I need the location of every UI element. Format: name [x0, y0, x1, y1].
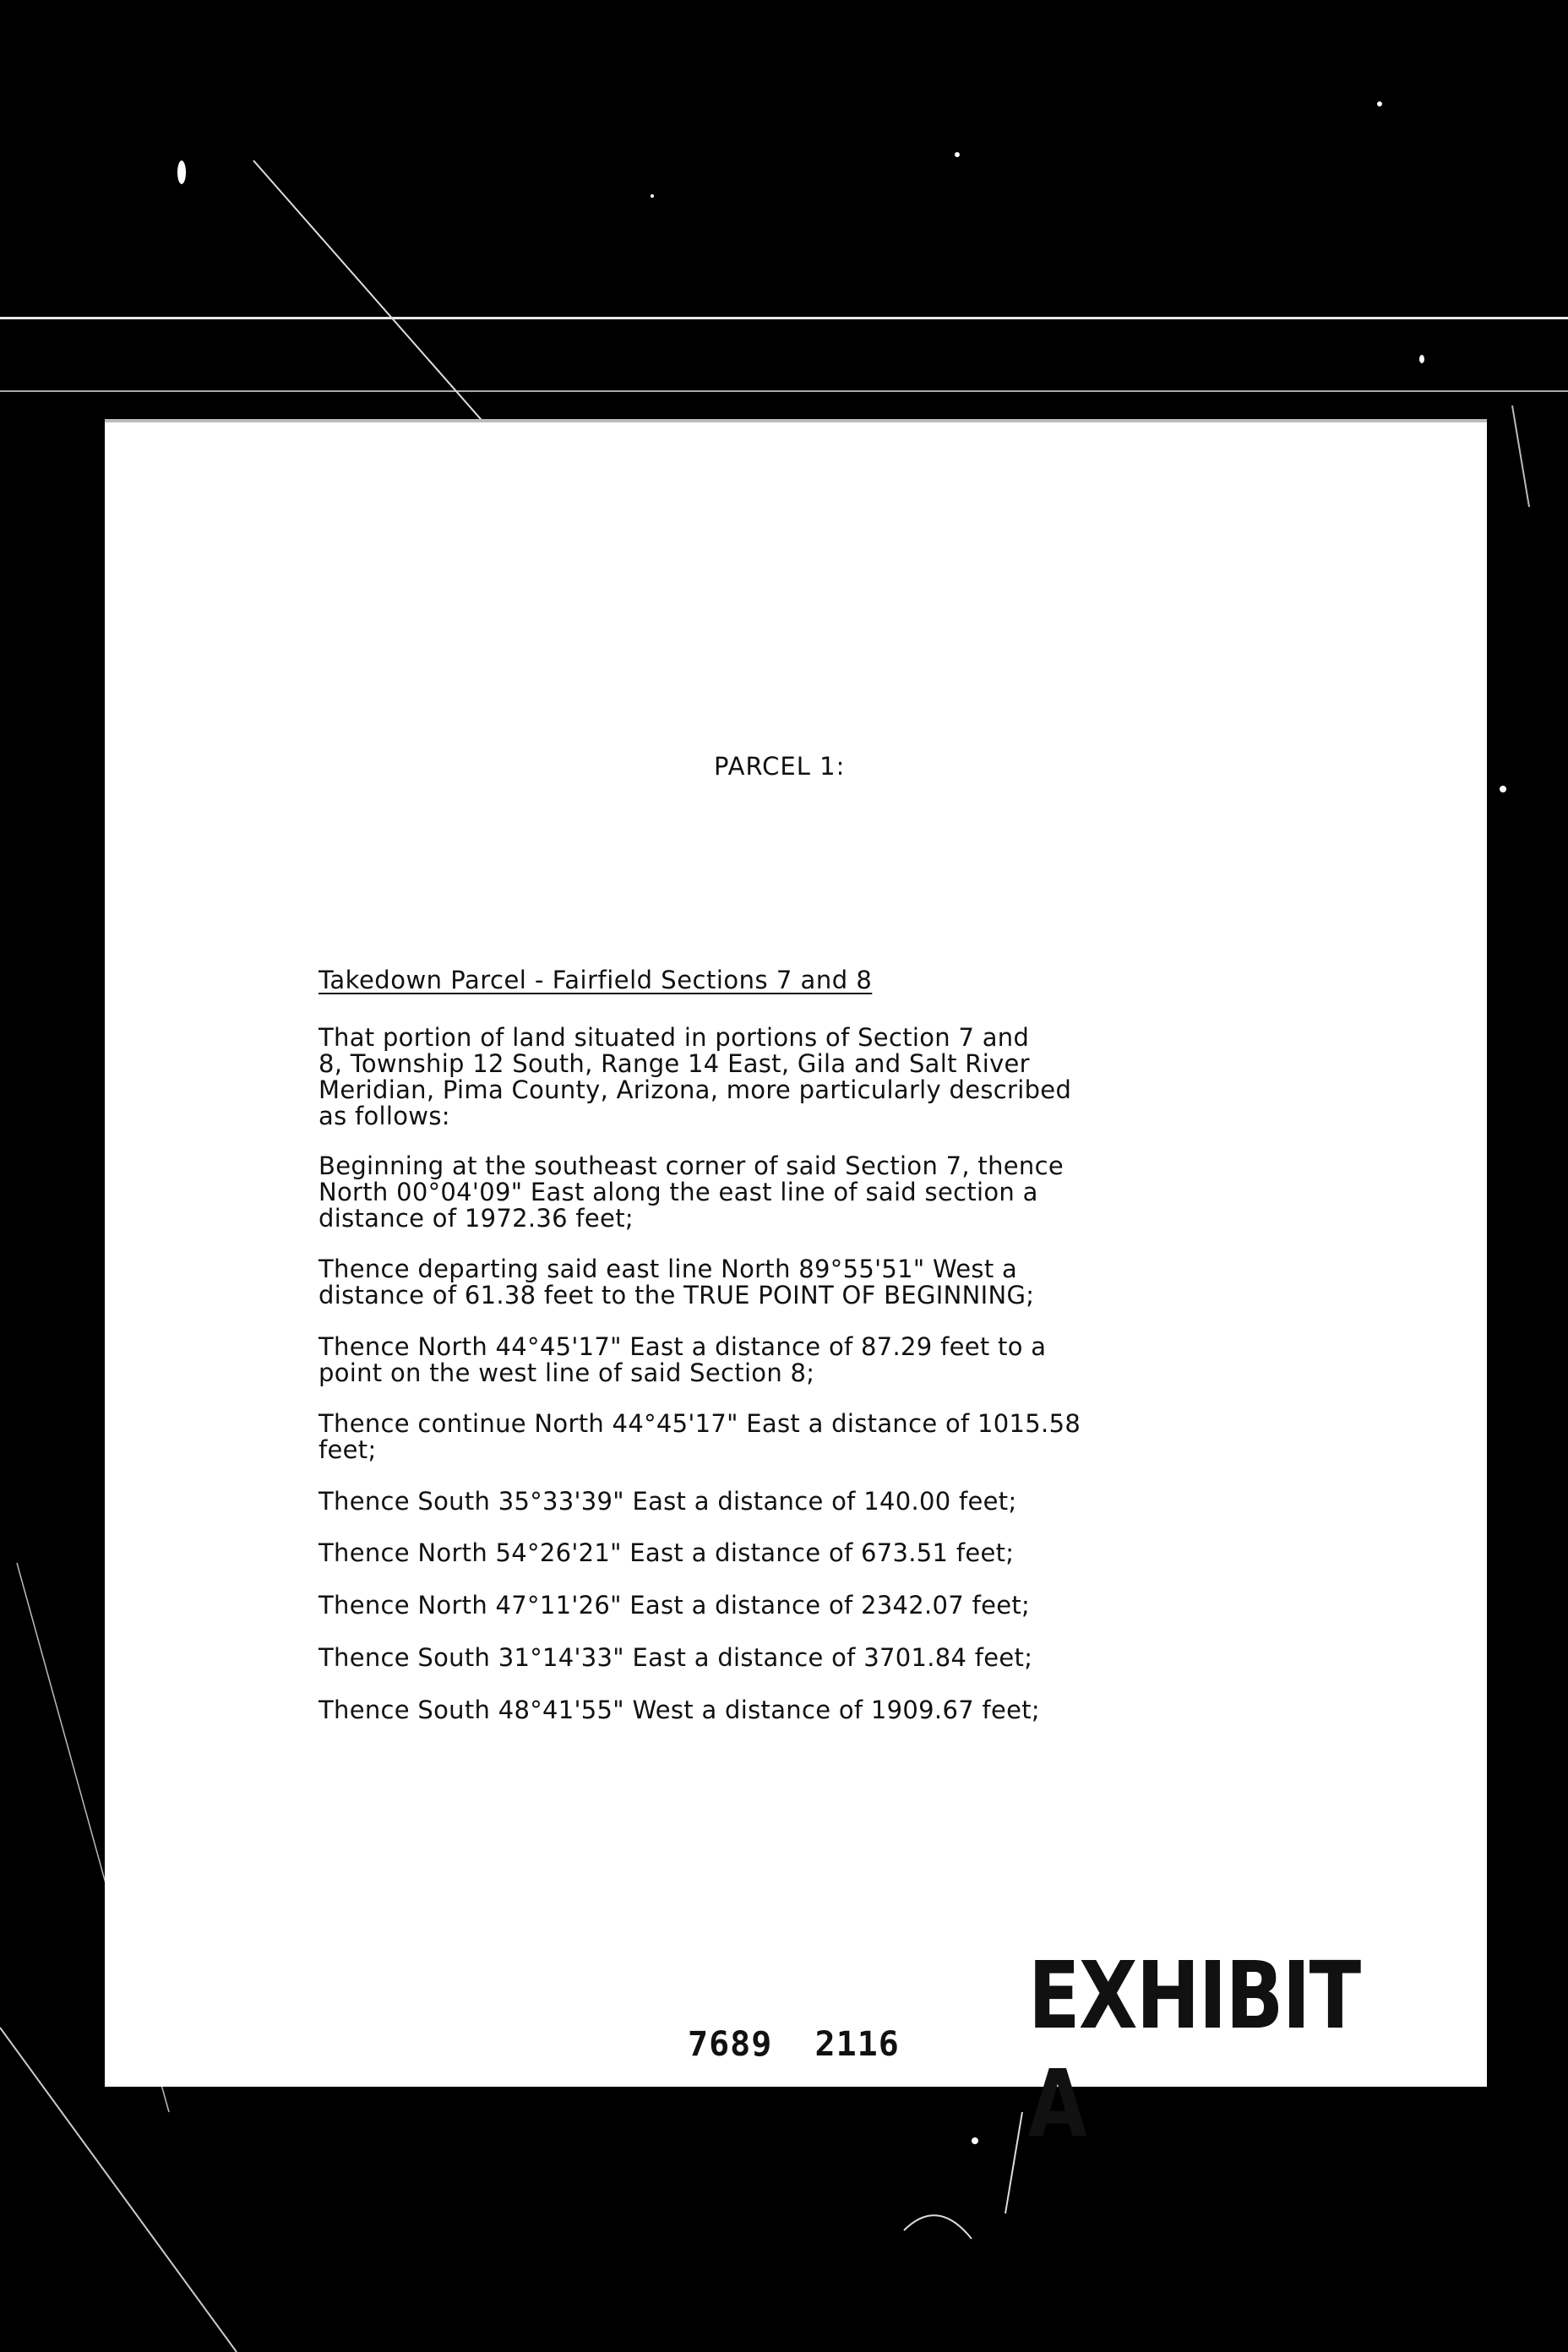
parcel-label: PARCEL 1:: [714, 752, 846, 781]
speck: [1419, 355, 1424, 363]
paragraph-course-4: Thence North 54°26'21" East a distance of 673.51 feet;: [318, 1538, 1015, 1567]
paragraph-true-point: Thence departing said east line North 89°55'51" West a distance of 61.38 feet to the TRUE POINT OF BEGINNING;: [318, 1255, 1035, 1309]
paragraph-course-3: Thence South 35°33'39" East a distance of 140.00 feet;: [318, 1487, 1017, 1516]
speck: [651, 194, 654, 198]
document-page: [105, 419, 1487, 2158]
paragraph-course-5: Thence North 47°11'26" East a distance of 2342.07 feet;: [318, 1591, 1031, 1620]
paragraph-course-6: Thence South 31°14'33" East a distance of 3701.84 feet;: [318, 1643, 1033, 1672]
paragraph-course-7: Thence South 48°41'55" West a distance of 1909.67 feet;: [318, 1696, 1041, 1724]
speck: [1500, 786, 1506, 792]
document-number: 7689 2116: [688, 2025, 900, 2064]
paragraph-course-2: Thence continue North 44°45'17" East a distance of 1015.58 feet;: [318, 1409, 1081, 1464]
paragraph-course-1: Thence North 44°45'17" East a distance of 87.29 feet to a point on the west line of said Section 8;: [318, 1332, 1047, 1387]
paragraph-intro: That portion of land situated in portions of Section 7 and 8, Township 12 South, Range 14 East, Gila and Salt River Meridian, Pima County, Arizona, more particularly described as follows:: [318, 1023, 1072, 1130]
parcel-subtitle: Takedown Parcel - Fairfield Sections 7 and 8: [318, 966, 873, 994]
speck: [177, 161, 186, 184]
exhibit-stamp: EXHIBIT A: [1028, 1941, 1360, 2158]
paragraph-beginning: Beginning at the southeast corner of said Section 7, thence North 00°04'09" East along the east line of said section a distance of 1972.36 feet;: [318, 1152, 1064, 1233]
speck: [955, 152, 960, 157]
speck: [1377, 101, 1382, 106]
speck: [972, 2137, 978, 2144]
